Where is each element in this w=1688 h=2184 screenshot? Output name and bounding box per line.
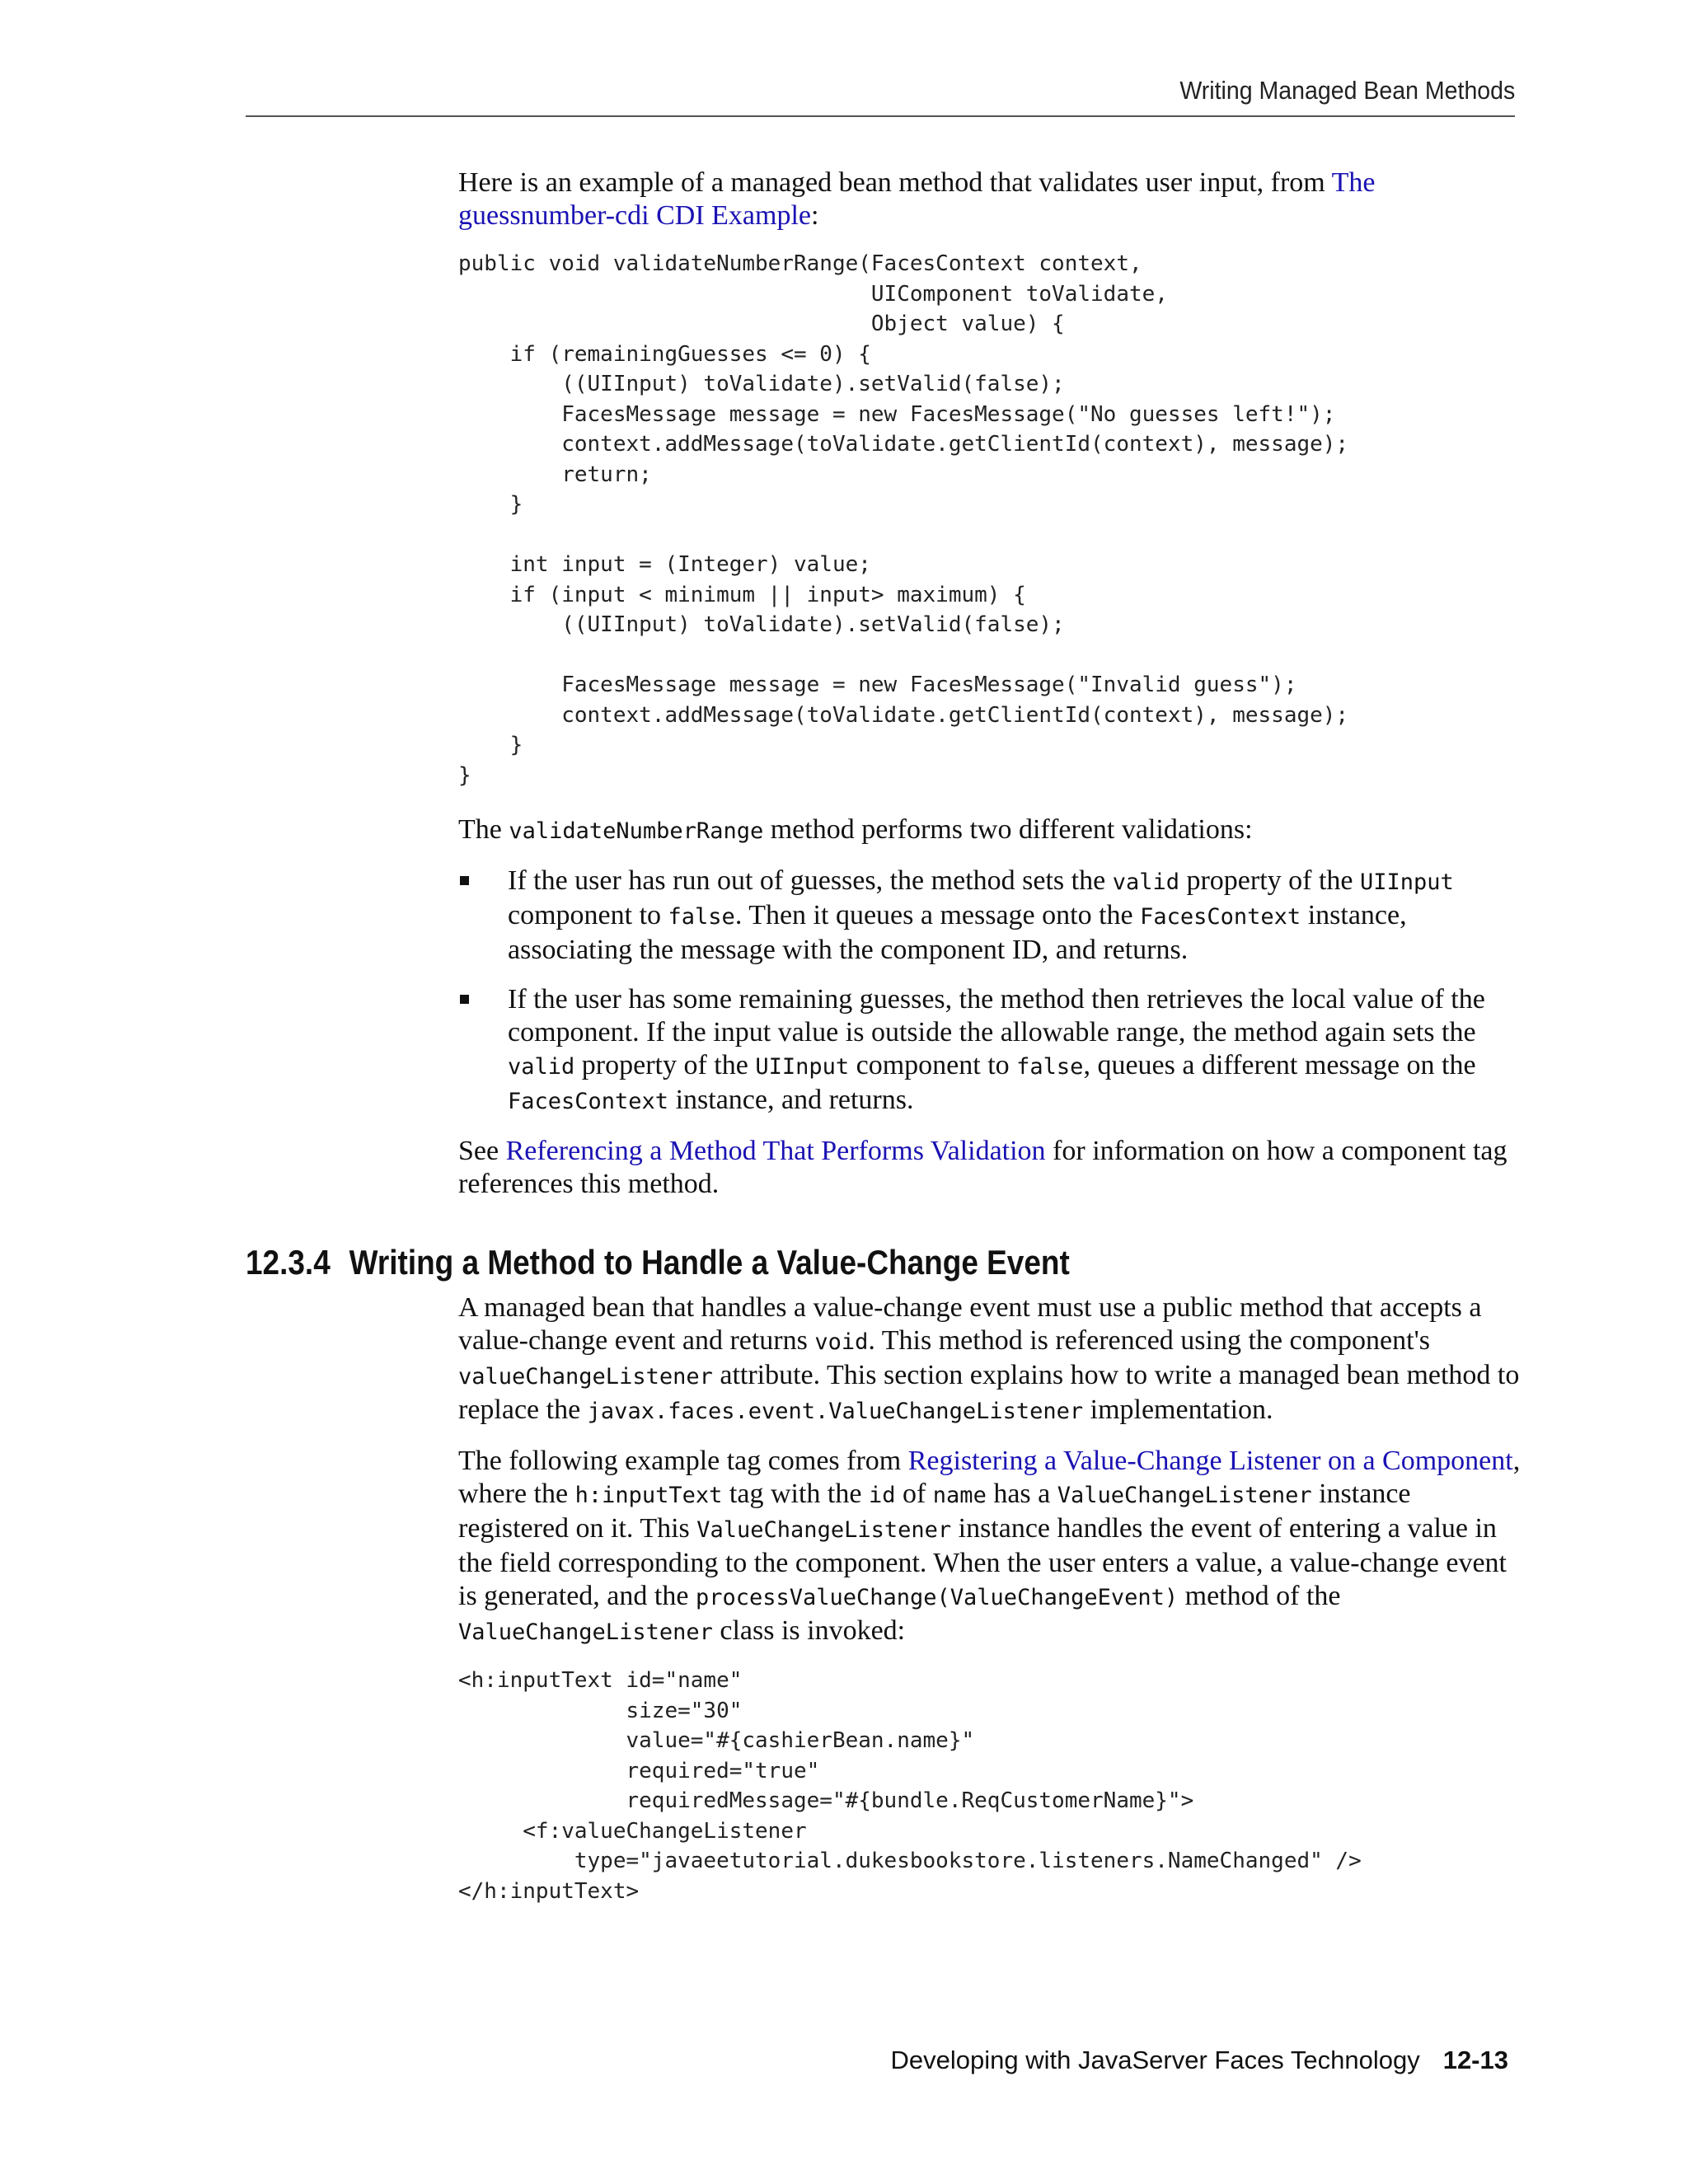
code-example-validate: public void validateNumberRange(FacesContext context, UIComponent toValidate, Object value) { if (remainingGuesses <= 0) { ((UIInput) toValidate).setValid(false); FacesMessage message = new FacesMessage("No guesses left!"); context.addMessage(toValidate.getClientId(context), message); return; } int input = (Integer) value; if (input < minimum || input> maximum) { ((UIInput) toValidate).setValid(false); FacesMessage message = new FacesMessage("Invalid guess"); context.addMessage(toValidate.getClientId(context), message); } } (458, 251, 1349, 788)
page-header (246, 73, 1515, 117)
inline-code: void (814, 1329, 869, 1355)
inline-code: processValueChange(ValueChangeEvent) (695, 1585, 1179, 1610)
text: The following example tag comes from (458, 1446, 908, 1476)
text: . This method is referenced using the component's (868, 1325, 1430, 1356)
referencing-method-link[interactable]: Referencing a Method That Performs Validation (505, 1136, 1046, 1166)
text: tag with the (722, 1479, 869, 1509)
text: component to (508, 900, 668, 930)
text: of (895, 1479, 933, 1509)
see-also-paragraph (458, 1135, 1522, 1201)
inline-code: FacesContext (508, 1089, 669, 1114)
footer-title: Developing with JavaServer Faces Technology (890, 2046, 1420, 2074)
inline-code: id (868, 1483, 896, 1508)
text: A managed bean that handles a value-change event must use a public method that accepts a value-change event and returns (458, 1292, 1482, 1356)
guessnumber-link[interactable]: The guessnumber-cdi CDI Example (458, 167, 1376, 231)
page-content (246, 166, 1522, 1929)
list-item (458, 983, 1522, 1118)
inline-code: ValueChangeListener (1057, 1483, 1312, 1508)
text: method of the (1178, 1581, 1341, 1611)
text: The (458, 814, 509, 845)
text: attribute. This section explains how to write a managed bean method to replace the (458, 1360, 1520, 1425)
inline-code: valueChangeListener (458, 1364, 713, 1390)
intro-text: Here is an example of a managed bean method that validates user input, from (458, 167, 1332, 198)
validation-list (458, 865, 1522, 1118)
text: component to (849, 1050, 1017, 1080)
value-change-paragraph (458, 1291, 1522, 1428)
text: has a (986, 1479, 1057, 1509)
inline-code: UIInput (1360, 869, 1454, 895)
section-heading (246, 1242, 1181, 1283)
text: for information on how a component tag references this method. (458, 1136, 1507, 1199)
inline-code: FacesContext (1140, 904, 1301, 930)
text: property of the (574, 1050, 756, 1080)
section-title: Writing a Method to Handle a Value-Change Event (349, 1243, 1070, 1282)
intro-after: : (811, 200, 819, 231)
validations-paragraph (458, 813, 1522, 848)
inline-code: false (1016, 1054, 1084, 1080)
section-number: 12.3.4 (246, 1243, 331, 1282)
inline-code: valid (1112, 869, 1179, 895)
code-example-inputtext: <h:inputText id="name" size="30" value="#{cashierBean.name}" required="true" requiredMessage="#{bundle.ReqCustomerName}"> <f:valueChangeListener type="javaeetutorial.dukesbookstore.listeners.NameChanged" /> </h:inputText> (458, 1668, 1362, 1904)
text: , where the (458, 1446, 1521, 1509)
text: method performs two different validations: (763, 814, 1253, 845)
inline-code: javax.faces.event.ValueChangeListener (587, 1399, 1084, 1424)
list-item (458, 865, 1522, 967)
text: , queues a different message on the (1083, 1050, 1476, 1080)
text: See (458, 1136, 506, 1166)
text: If the user has run out of guesses, the method sets the (508, 865, 1113, 896)
text: instance registered on it. This (458, 1479, 1411, 1544)
inline-code: h:inputText (574, 1483, 723, 1508)
text: instance, associating the message with the component ID, and returns. (508, 900, 1407, 965)
text: property of the (1179, 865, 1361, 896)
inline-code: name (932, 1483, 987, 1508)
intro-paragraph (458, 166, 1522, 232)
inline-code: UIInput (755, 1054, 850, 1080)
inline-code: valid (508, 1054, 575, 1080)
inline-code: validateNumberRange (509, 818, 764, 844)
page-number: 12-13 (1442, 2046, 1508, 2074)
text: If the user has some remaining guesses, the method then retrieves the local value of the component. If the input value is outside the allowable range, the method again sets the (508, 984, 1485, 1047)
inline-code: ValueChangeListener (458, 1619, 713, 1645)
bullet-icon (460, 995, 469, 1004)
bullet-icon (460, 876, 469, 885)
page-footer (891, 2046, 1508, 2075)
text: . Then it queues a message onto the (734, 900, 1141, 930)
inline-code: false (668, 904, 735, 930)
inline-code: ValueChangeListener (696, 1517, 952, 1543)
registering-listener-link[interactable]: Registering a Value-Change Listener on a Component (907, 1446, 1513, 1476)
header-title: Writing Managed Bean Methods (1179, 76, 1515, 105)
text: class is invoked: (712, 1615, 906, 1646)
text: instance handles the event of entering a value in the field corresponding to the component. When the user enters a value, a value-change event is generated, and the (458, 1513, 1507, 1611)
text: instance, and returns. (668, 1085, 914, 1115)
text: implementation. (1083, 1394, 1273, 1425)
example-tag-paragraph (458, 1445, 1522, 1649)
